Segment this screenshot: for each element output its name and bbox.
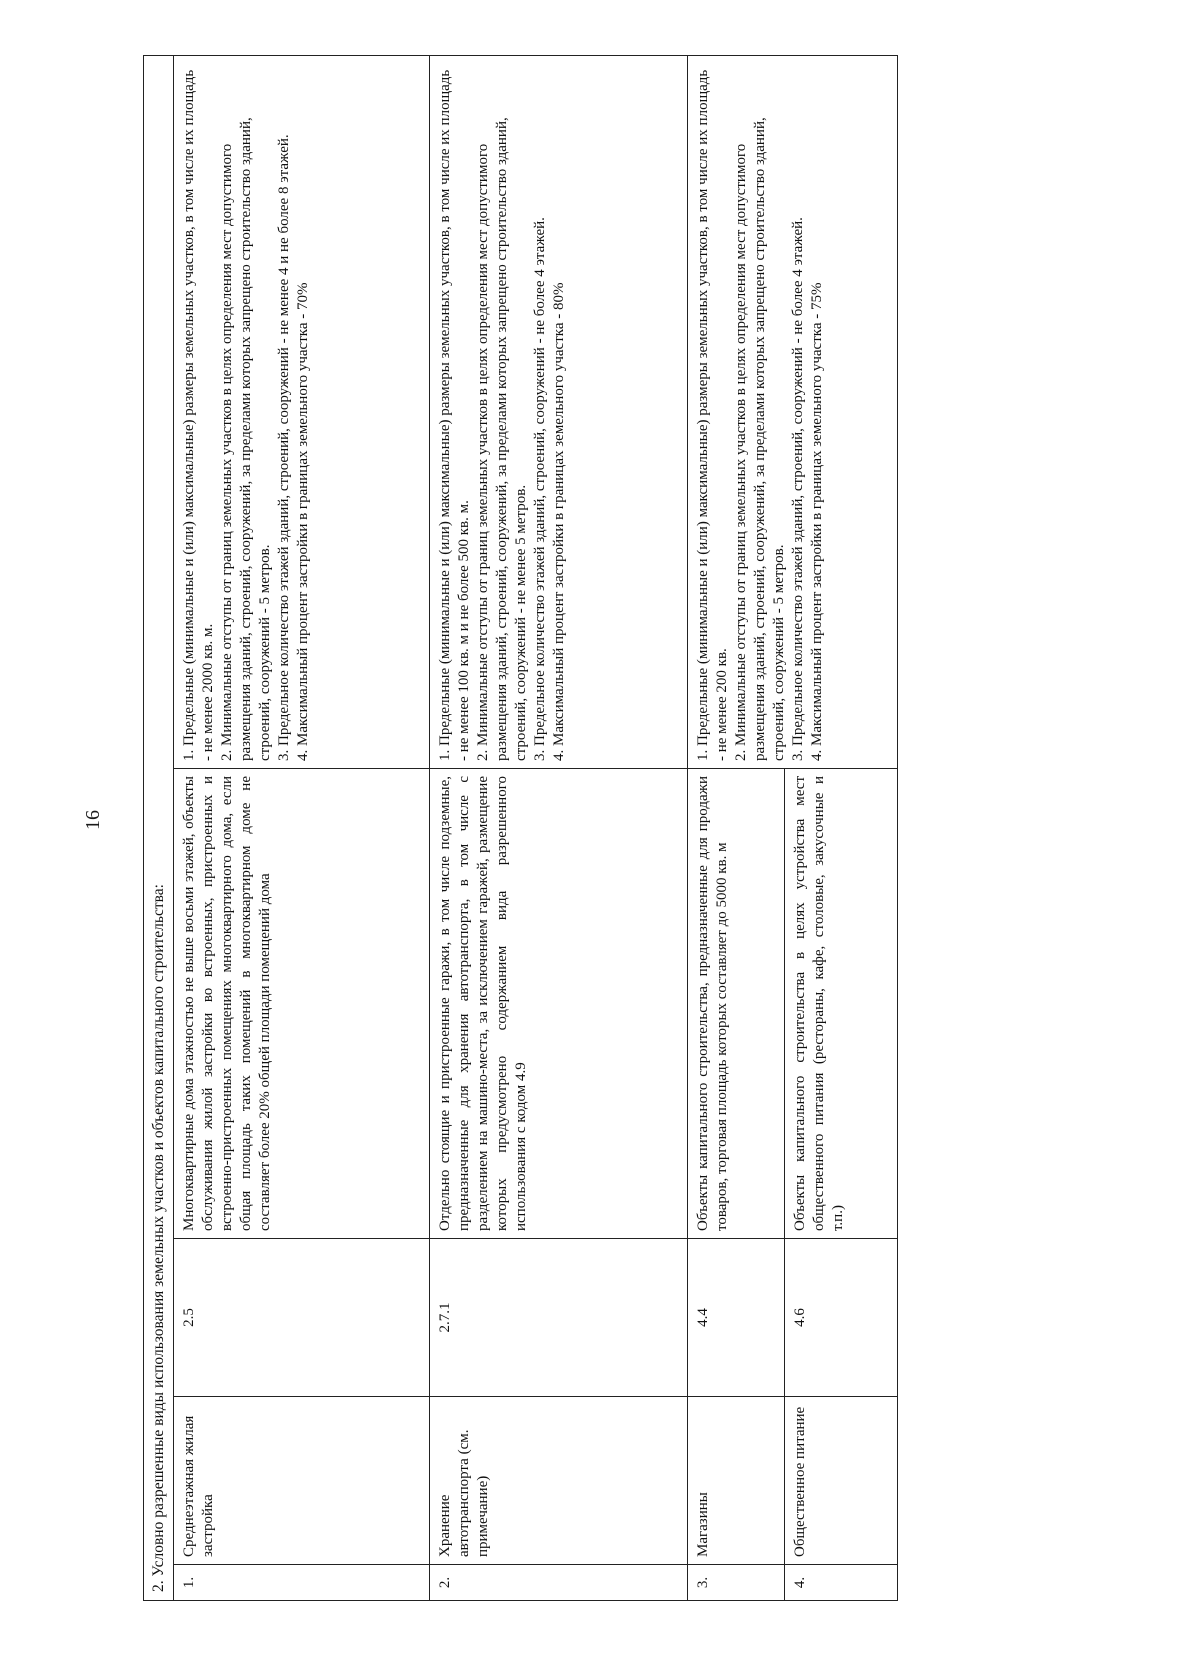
- param-line: 3. Предельное количество этажей зданий, строений, сооружений - не менее 4 и не более 8 этажей.: [276, 134, 292, 761]
- param-line: 4. Максимальный процент застройки в границах земельного участка - 75%: [809, 282, 825, 761]
- param-line: 1. Предельные (минимальные и (или) максимальные) размеры земельных участков, в том числе их площадь - не менее 2000 кв. м.: [181, 69, 216, 761]
- param-line: 2. Минимальные отступы от границ земельных участков в целях определения мест допустимого размещения зданий, строений, сооружений, за пределами которых запрещено строительство зданий, строений, сооружений - 5 метров.: [733, 117, 787, 761]
- use-params: [174, 56, 430, 769]
- use-description: Объекты капитального строительства в целях устройства мест общественного питания (рестораны, кафе, столовые, закусочные и т.п.): [785, 769, 898, 1239]
- use-code: 4.6: [785, 1239, 898, 1397]
- param-line: 1. Предельные (минимальные и (или) максимальные) размеры земельных участков, в том числе их площадь - не менее 100 кв. м и не более 500 кв. м.: [437, 69, 472, 761]
- table-row: [174, 56, 430, 1601]
- page-number: 16: [82, 810, 104, 830]
- param-line: 2. Минимальные отступы от границ земельных участков в целях определения мест допустимого размещения зданий, строений, сооружений, за пределами которых запрещено строительство зданий, строений, сооружений - не менее 5 метров.: [475, 117, 529, 761]
- param-line: 4. Максимальный процент застройки в границах земельного участка - 70%: [295, 282, 311, 761]
- row-number: 1.: [174, 1565, 430, 1601]
- param-line: 3. Предельное количество этажей зданий, строений, сооружений - не более 4 этажей.: [790, 217, 806, 761]
- permitted-use-table: [173, 55, 898, 1601]
- use-description: Объекты капитального строительства, предназначенные для продажи товаров, торговая площадь которых составляет до 5000 кв. м: [688, 769, 785, 1239]
- use-code: 2.7.1: [430, 1239, 688, 1397]
- shared-params: [688, 56, 898, 769]
- param-line: 4. Максимальный процент застройки в границах земельного участка - 80%: [551, 282, 567, 761]
- use-name: Магазины: [688, 1397, 785, 1565]
- use-name: Общественное питание: [785, 1397, 898, 1565]
- row-number: 2.: [430, 1565, 688, 1601]
- use-description: Многоквартирные дома этажностью не выше восьми этажей, объекты обслуживания жилой застройки во встроенных, пристроенных и встроенно-пристроенных помещениях многоквартирного дома, если общая площадь таких помещений в многоквартирном доме не составляет более 20% общей площади помещений дома: [174, 769, 430, 1239]
- rotated-document: [143, 55, 1185, 1601]
- use-description: Отдельно стоящие и пристроенные гаражи, в том числе подземные, предназначенные для хранения автотранспорта, в том числе с разделением на машино-места, за исключением гаражей, размещение которых предусмотрено содержанием вида разрешенного использования с кодом 4.9: [430, 769, 688, 1239]
- table-row: [430, 56, 688, 1601]
- use-params: [430, 56, 688, 769]
- use-code: 2.5: [174, 1239, 430, 1397]
- use-name: Среднеэтажная жилая застройка: [174, 1397, 430, 1565]
- param-line: 1. Предельные (минимальные и (или) максимальные) размеры земельных участков, в том числе их площадь - не менее 200 кв.: [695, 69, 730, 761]
- row-number: 4.: [785, 1565, 898, 1601]
- use-code: 4.4: [688, 1239, 785, 1397]
- param-line: 3. Предельное количество этажей зданий, строений, сооружений - не более 4 этажей.: [532, 217, 548, 761]
- param-line: 2. Минимальные отступы от границ земельных участков в целях определения мест допустимого размещения зданий, строений, сооружений, за пределами которых запрещено строительство зданий, строений, сооружений - 5 метров.: [219, 117, 273, 761]
- table-row: [688, 56, 785, 1601]
- use-name: Хранение автотранспорта (см. примечание): [430, 1397, 688, 1565]
- row-number: 3.: [688, 1565, 785, 1601]
- section-title: 2. Условно разрешенные виды использования земельных участков и объектов капитального строительства:: [143, 55, 173, 1601]
